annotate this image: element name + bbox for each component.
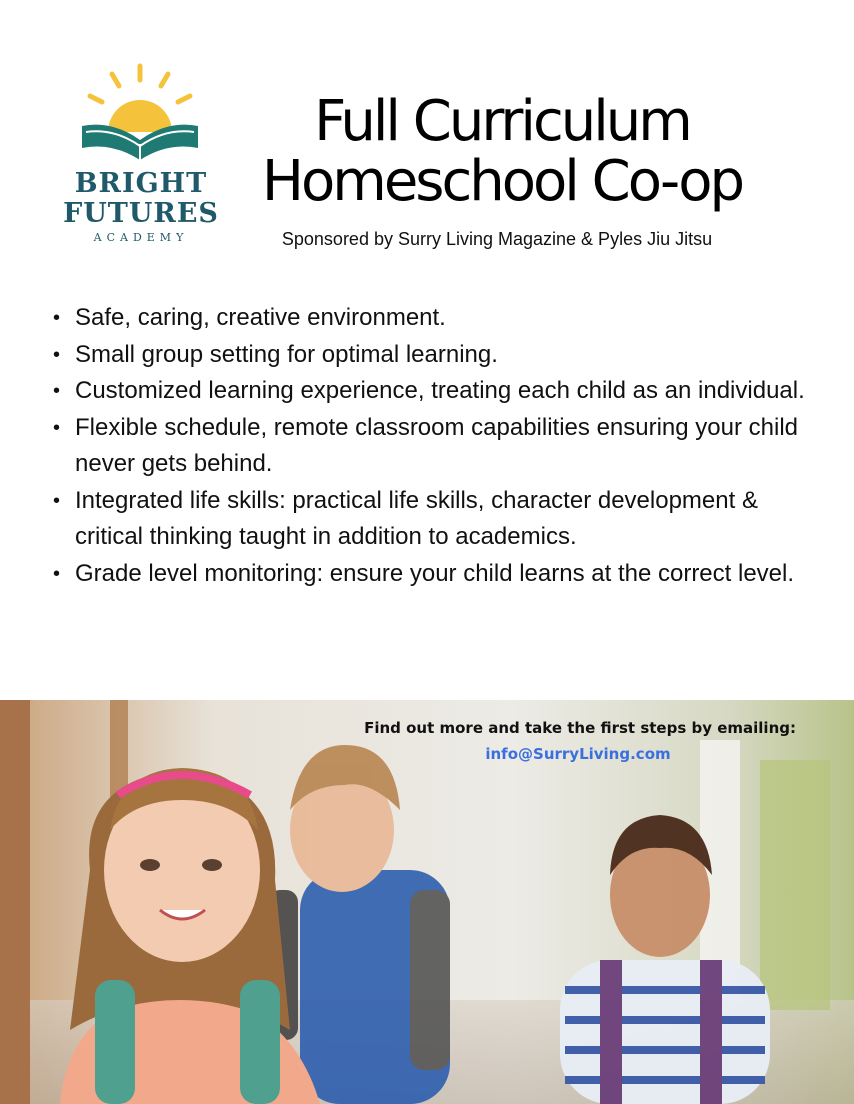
list-item xyxy=(53,483,820,556)
title-line-1: Full Curriculum xyxy=(314,89,690,154)
list-item-text: Grade level monitoring: ensure your child learns at the correct level. xyxy=(75,559,795,587)
bullet-icon: • xyxy=(53,489,61,512)
bright-futures-logo xyxy=(56,60,226,250)
cta-text: Find out more and take the first steps by emailing: xyxy=(364,719,796,737)
title-line-2: Homeschool Co-op xyxy=(261,149,743,214)
list-item-text: Flexible schedule, remote classroom capabilities ensuring your child never gets behind. xyxy=(75,413,799,477)
children-photo xyxy=(0,700,854,1104)
list-item xyxy=(53,300,820,337)
logo-text-academy: ACADEMY xyxy=(93,231,189,244)
benefits-list xyxy=(53,300,820,592)
sun-book-icon xyxy=(56,60,226,170)
list-item xyxy=(53,337,820,374)
email-link[interactable]: info@SurryLiving.com xyxy=(485,745,671,763)
bullet-icon: • xyxy=(53,416,61,439)
list-item-text: Customized learning experience, treating each child as an individual. xyxy=(75,377,805,404)
list-item xyxy=(53,556,820,593)
list-item xyxy=(53,373,820,410)
list-item xyxy=(53,410,820,483)
sponsor-text: Sponsored by Surry Living Magazine & Pyles Jiu Jitsu xyxy=(281,229,713,249)
list-item-text: Integrated life skills: practical life skills, character development & critical thinking taught in addition to academics. xyxy=(75,486,758,550)
bullet-icon: • xyxy=(53,343,61,366)
bullet-icon: • xyxy=(53,307,61,329)
bullet-icon: • xyxy=(53,380,61,402)
page-title xyxy=(232,89,772,214)
list-item-text: Safe, caring, creative environment. xyxy=(75,304,446,331)
list-item-text: Small group setting for optimal learning. xyxy=(75,340,498,368)
logo-text-bright: BRIGHT xyxy=(74,168,208,199)
logo-text-futures: FUTURES xyxy=(63,198,219,229)
bullet-icon: • xyxy=(53,562,61,585)
